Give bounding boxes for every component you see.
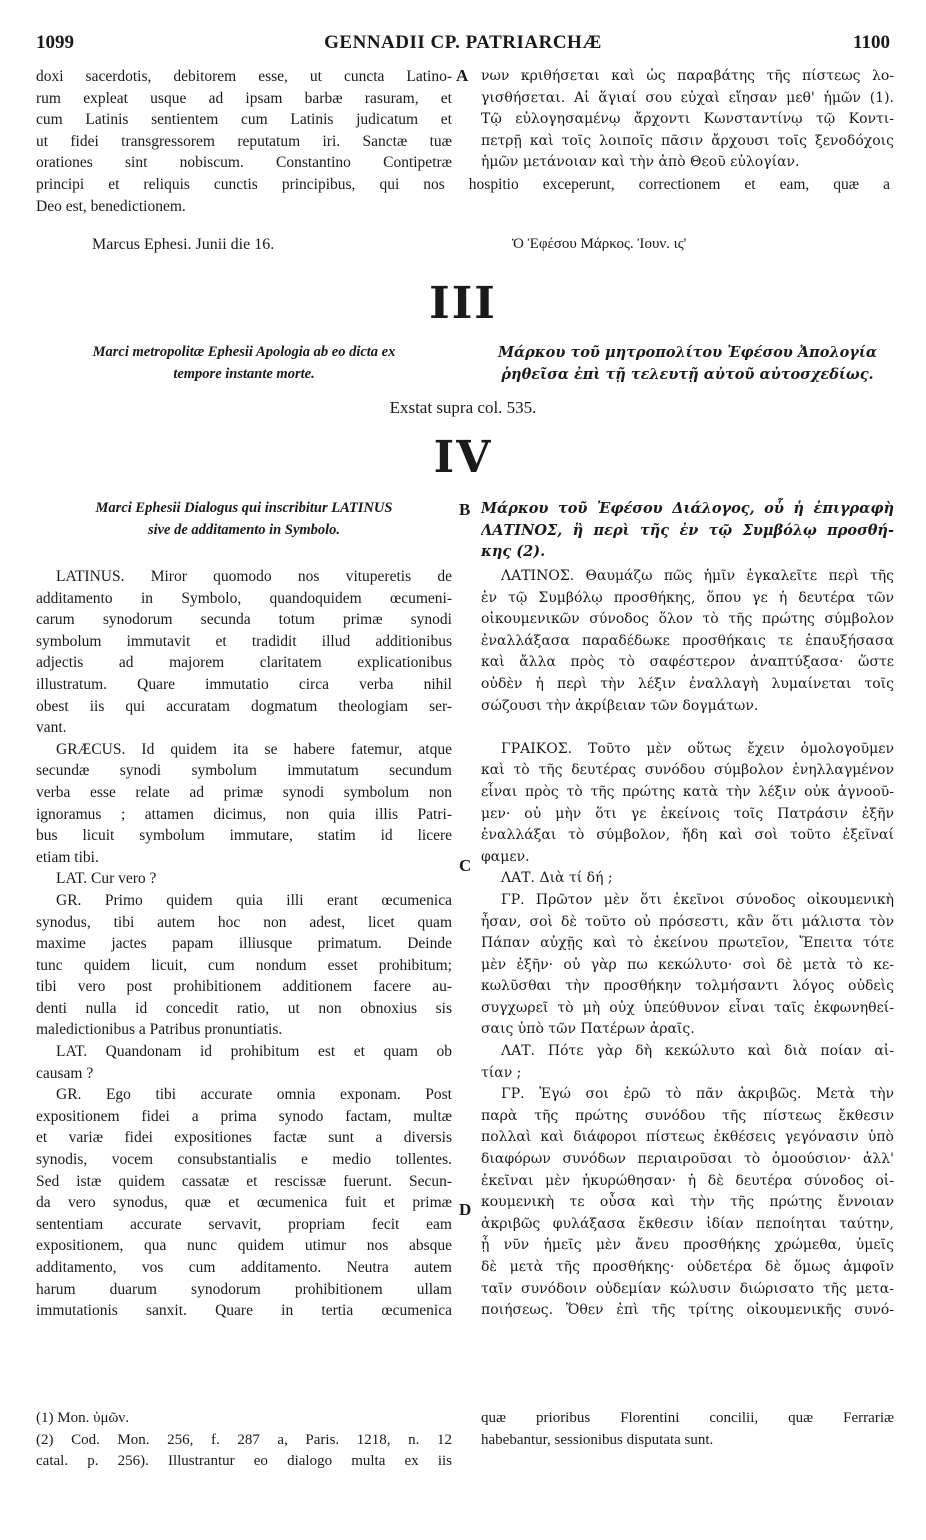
- dialogue-line: φαμεν.: [481, 848, 530, 865]
- dialogue-line: da vero synodus, quæ et œcumenica fuit et primæ: [36, 1194, 452, 1212]
- latin-title-iv: [36, 498, 452, 541]
- title-line: sive de additamento in Symbolo.: [147, 521, 341, 538]
- text-line: Deo est, benedictionem.: [36, 197, 186, 215]
- margin-letter-d: D: [459, 1200, 472, 1219]
- greek-title-iv: [481, 498, 894, 563]
- dialogue-line: immutationis sanxit. Quare in tertia œcumenica: [36, 1302, 452, 1320]
- exstat-note: Exstat supra col. 535.: [389, 398, 537, 417]
- title-line: Marci Ephesii Dialogus qui inscribitur LATINUS: [95, 500, 393, 516]
- dialogue-line: illustratum. Quare immutatio circa verba nihil: [36, 675, 452, 693]
- footnote-line: catal. p. 256). Illustrantur eo dialogo multa ex iis: [36, 1453, 452, 1470]
- dialogue-line: ἦσαν, σοὶ δὲ τοῦτο οὐ πρόσεστι, κἂν ὅτι μάλιστα τὸν: [481, 913, 894, 930]
- dialogue-line: tibi vero post prohibitionem additionem facere au-: [36, 978, 452, 996]
- text-line: rum expleat usque ad ipsam barbæ rasuram, et: [36, 89, 452, 107]
- title-line: Marci metropolitæ Ephesii Apologia ab eo dicta ex: [92, 344, 396, 360]
- dialogue-line: GRÆCUS. Id quidem ita se habere fatemur, atque: [56, 740, 452, 758]
- page-number-right: 1100: [853, 32, 890, 53]
- page-number-left: 1099: [36, 32, 74, 53]
- dialogue-line: εἶναι πρὸς τὸ τῆς πρώτης κατὰ τὴν λέξιν οὐκ ἀγνοοῦ-: [481, 783, 894, 800]
- text-line: Τῷ εὐλογησαμένῳ ἄρχοντι Κωνσταντίνῳ τῷ Κοντι-: [481, 111, 894, 128]
- full-width-lines: [36, 174, 890, 217]
- dialogue-line: ignoramus ; attamen dicimus, non quia illis Patri-: [36, 805, 452, 823]
- top-latin-column: [36, 66, 452, 174]
- title-line: tempore instante morte.: [173, 365, 315, 382]
- dialogue-line: τίαν ;: [481, 1064, 522, 1081]
- text-line: γισθήσεται. Αἱ ἅγιαί σου εὐχαὶ εἴησαν μεθ' ἡμῶν (1).: [481, 89, 894, 106]
- footnotes-left: [36, 1408, 452, 1473]
- dialogue-line: Πάπαν αὐχῇς καὶ τὸ ἐκείνου πρωτεῖον, Ἔπειτα τότε: [481, 935, 894, 952]
- title-line: ῥηθεῖσα ἐπὶ τῇ τελευτῇ αὐτοῦ αὐτοσχεδίως.: [501, 365, 874, 383]
- section-numeral-iii: III: [429, 278, 497, 329]
- latin-signature: Marcus Ephesi. Junii die 16.: [92, 236, 275, 253]
- dialogue-line: ἐναλλάξαι τὸ σύμβολον, ἤδη καὶ σοὶ τοῦτο ἐξεῖναί: [481, 827, 894, 844]
- dialogue-line: παρὰ τῆς πρώτης συνόδου τῆς πίστεως ἔκθεσιν: [481, 1107, 894, 1124]
- text-line: doxi sacerdotis, debitorem esse, ut cuncta Latino-: [36, 68, 452, 85]
- dialogue-line: ταῖν συνόδοιν οὐδεμίαν κώλυσιν διώρισατο τῆς μετα-: [481, 1280, 894, 1297]
- footnote-line: quæ prioribus Florentini concilii, quæ Ferrariæ: [481, 1410, 894, 1426]
- dialogue-line: ἐν τῷ Συμβόλῳ προσθήκης, ὅπου γε ἡ δευτέρα τῶν: [481, 589, 894, 606]
- dialogue-line: ΛΑΤ. Διὰ τί δή ;: [501, 870, 613, 887]
- dialogue-line: ποιήσεως. Ὅθεν ἐπὶ τῆς τρίτης οἰκουμενικῆς συνό-: [481, 1302, 894, 1319]
- greek-dialogue-column: [481, 566, 894, 1322]
- dialogue-line: συγχωρεῖ τὸ μὴ οὐχ ὑπεύθυνον εἶναι ταῖς ἐκφωνηθεί-: [481, 999, 894, 1016]
- dialogue-line: ἐναλλάξασα παραδέδωκε προσθήκαις τε ἐπαυξήσασα: [481, 632, 894, 649]
- dialogue-line: tunc quidem licuit, cum nondum esset prohibitum;: [36, 956, 452, 974]
- dialogue-line: additamento, vos cum additamento. Neutra autem: [36, 1259, 452, 1276]
- dialogue-line: etiam tibi.: [36, 848, 99, 866]
- dialogue-line: ΓΡ. Πρῶτον μὲν ὅτι ἐκεῖνοι σύνοδος οἰκουμενικὴ: [501, 891, 894, 908]
- footnotes-right: [481, 1408, 894, 1451]
- dialogue-line: denti nulla id concedit ratio, ut non obnoxius sis: [36, 999, 452, 1017]
- running-header: [36, 32, 890, 58]
- dialogue-line: expositionem, qua nunc quidem utimur nos absque: [36, 1237, 452, 1255]
- dialogue-line: sententiam accurate servavit, propriam fecit eam: [36, 1215, 452, 1233]
- dialogue-line: verba esse relate ad primæ synodi symbolum non: [36, 783, 452, 801]
- greek-signature: Ὁ Ἐφέσου Μάρκος. Ἰουν. ις': [512, 236, 687, 252]
- text-line: πετρῇ καὶ τοῖς λοιποῖς πᾶσιν ἄρχουσι τοῖς ξενοδόχοις: [481, 132, 894, 149]
- title-line: Μάρκου τοῦ Ἐφέσου Διάλογος, οὗ ἡ ἐπιγραφὴ: [481, 500, 894, 517]
- footnote-line: habebantur, sessionibus disputata sunt.: [481, 1431, 714, 1448]
- margin-letter-b: B: [459, 500, 471, 519]
- margin-letter-c: C: [459, 856, 472, 875]
- text-line: ἡμῶν μετάνοιαν καὶ τὴν ἀπὸ Θεοῦ εὐλογίαν.: [481, 154, 800, 171]
- dialogue-line: LAT. Quandonam id prohibitum est et quam ob: [56, 1043, 452, 1061]
- text-line: principi et reliquis cunctis principibus, qui nos hospitio exceperunt, correctionem et eam, quæ a: [36, 176, 890, 193]
- latin-dialogue-column: [36, 566, 452, 1322]
- dialogue-line: vant.: [36, 719, 67, 737]
- section-numeral-iv: IV: [433, 432, 493, 483]
- dialogue-line: διαφόρων συνόδων περιαιροῦσαι τὸ ὁμοούσιον· ἀλλ': [481, 1151, 894, 1168]
- dialogue-line: σώζουσι τὴν ἀκρίβειαν τῶν δογμάτων.: [481, 697, 759, 714]
- dialogue-line: ᾗ νῦν ἡμεῖς μὲν ἄνευ προσθήκης χρώμεθα, ὑμεῖς: [481, 1237, 894, 1254]
- dialogue-line: synodus, tibi autem hoc non adest, licet quam: [36, 913, 452, 931]
- dialogue-line: bus licuit symbolum immutare, statim id licere: [36, 827, 452, 845]
- dialogue-line: adjectis ad majorem claritatem explicationibus: [36, 654, 452, 672]
- text-line: νων κριθήσεται καὶ ὡς παραβάτης τῆς πίστεως λο-: [481, 68, 894, 84]
- dialogue-line: μὲν ἐξῆν· οὐ γὰρ πω κεκώλυτο· σοὶ δὲ μετὰ τὸ κε-: [481, 956, 894, 973]
- title-line: ΛΑΤΙΝΟΣ, ἢ περὶ τῆς ἐν τῷ Συμβόλῳ προσθή-: [481, 521, 894, 539]
- dialogue-line: GR. Ego tibi accurate omnia exponam. Post: [56, 1086, 452, 1104]
- dialogue-line: κουμενικὴ τε οὖσα καὶ τὴν τῆς πρώτης ἔννοιαν: [481, 1194, 894, 1211]
- dialogue-line: expositionem fidei a prima synodo factam, multæ: [36, 1107, 452, 1125]
- dialogue-line: additamento in Symbolo, quandoquidem œcumeni-: [36, 589, 452, 607]
- dialogue-line: harum duarum synodorum prohibitionem ullam: [36, 1280, 452, 1298]
- dialogue-line: δὲ μετὰ τῆς προσθήκης· οὐδετέρα δὲ ὅμως ἀμφοῖν: [481, 1259, 894, 1275]
- margin-letter-a: A: [456, 66, 469, 85]
- title-line: Μάρκου τοῦ μητροπολίτου Ἐφέσου Ἀπολογία: [497, 344, 878, 361]
- dialogue-line: ΛΑΤ. Πότε γὰρ δὴ κεκώλυτο καὶ διὰ ποίαν αἰ-: [501, 1043, 894, 1060]
- dialogue-line: maledictionibus a Patribus pronuntiatis.: [36, 1021, 283, 1039]
- dialogue-line: LAT. Cur vero ?: [56, 870, 157, 888]
- title-line: κης (2).: [481, 543, 546, 561]
- latin-title-iii: [36, 342, 452, 385]
- dialogue-line: ΓΡΑΙΚΟΣ. Τοῦτο μὲν οὕτως ἔχειν ὁμολογοῦμεν: [501, 740, 894, 757]
- dialogue-line: Sed istæ quidem cassatæ et rescissæ fuerunt. Secun-: [36, 1172, 452, 1190]
- footnote-line: (2) Cod. Mon. 256, f. 287 a, Paris. 1218, n. 12: [36, 1431, 452, 1448]
- dialogue-line: μεν· οὐ μὴν ὅτι γε ἐκείνοις τοῖς Πατράσιν ἐξῆν: [481, 805, 894, 822]
- dialogue-line: causam ?: [36, 1064, 94, 1082]
- greek-title-iii: [481, 342, 894, 385]
- dialogue-line: LATINUS. Miror quomodo nos vituperetis de: [56, 568, 452, 585]
- dialogue-line: maxime jactes papam illiusque primatum. Deinde: [36, 935, 452, 953]
- dialogue-line: οἰκουμενικῶν σύνοδος ὅλον τὸ τῆς πρώτης σύμβολον: [481, 611, 894, 628]
- dialogue-line: ΓΡ. Ἐγώ σοι ἐρῶ τὸ πᾶν ἀκριβῶς. Μετὰ τὴν: [501, 1086, 894, 1103]
- dialogue-line: carum synodorum secunda totum primæ synodi: [36, 611, 452, 629]
- dialogue-line: obest iis qui accuratam dogmatum theologiam ser-: [36, 697, 452, 715]
- dialogue-line: κωλῦσθαι τὴν προσθήκην τολμήσαντι λόγος οὐδεὶς: [481, 978, 894, 995]
- dialogue-line: [481, 717, 894, 739]
- dialogue-line: ΛΑΤΙΝΟΣ. Θαυμάζω πῶς ἡμῖν ἐγκαλεῖτε περὶ τῆς: [501, 568, 894, 584]
- dialogue-line: GR. Primo quidem quia illi erant œcumenica: [56, 891, 452, 909]
- dialogue-line: πολλαὶ καὶ διάφοροι πίστεως ἐκθέσεις γεγόνασιν ὑπὸ: [481, 1129, 894, 1146]
- dialogue-line: καὶ τὸ τῆς δευτέρας συνόδου σύμβολον ἐνηλλαγμένον: [481, 762, 894, 779]
- top-greek-column: [481, 66, 894, 174]
- dialogue-line: et variæ fidei expositiones factæ sunt a diversis: [36, 1129, 452, 1147]
- dialogue-line: σαις ὑπὸ τῶν Πατέρων ἀραῖς.: [481, 1021, 695, 1038]
- dialogue-line: ἀκριβῶς φυλάξασα ἔκθεσιν ἰδίαν πεποίηται ταύτην,: [481, 1215, 894, 1232]
- footnote-line: (1) Mon. ὑμῶν.: [36, 1410, 129, 1426]
- dialogue-line: καὶ ἄλλα πρὸς τὸ σαφέστερον ἀναπτύξασα· ὥστε: [481, 654, 894, 671]
- dialogue-line: οὐδὲν ἡ περὶ τὴν λέξιν ἐναλλαγὴ λυμαίνεται τοῖς: [481, 675, 894, 692]
- text-line: orationes sint nobiscum. Constantino Contipetræ: [36, 154, 452, 172]
- text-line: ut fidei transgressorem reputatum iri. Sanctæ tuæ: [36, 132, 452, 150]
- running-title: GENNADII CP. PATRIARCHÆ: [324, 32, 602, 53]
- dialogue-line: synodis, vocem consubstantialis e medio tollentes.: [36, 1151, 452, 1169]
- dialogue-line: secundæ synodi symbolum immutatum secundum: [36, 762, 452, 780]
- text-line: cum Latinis sentientem cum Latinis judicatum et: [36, 111, 452, 129]
- dialogue-line: symbolum immutavit et tradidit illud additionibus: [36, 632, 452, 650]
- dialogue-line: ἐκεῖναι μὲν ἠκυρώθησαν· ἡ δὲ δευτέρα σύνοδος οἰ-: [481, 1172, 894, 1189]
